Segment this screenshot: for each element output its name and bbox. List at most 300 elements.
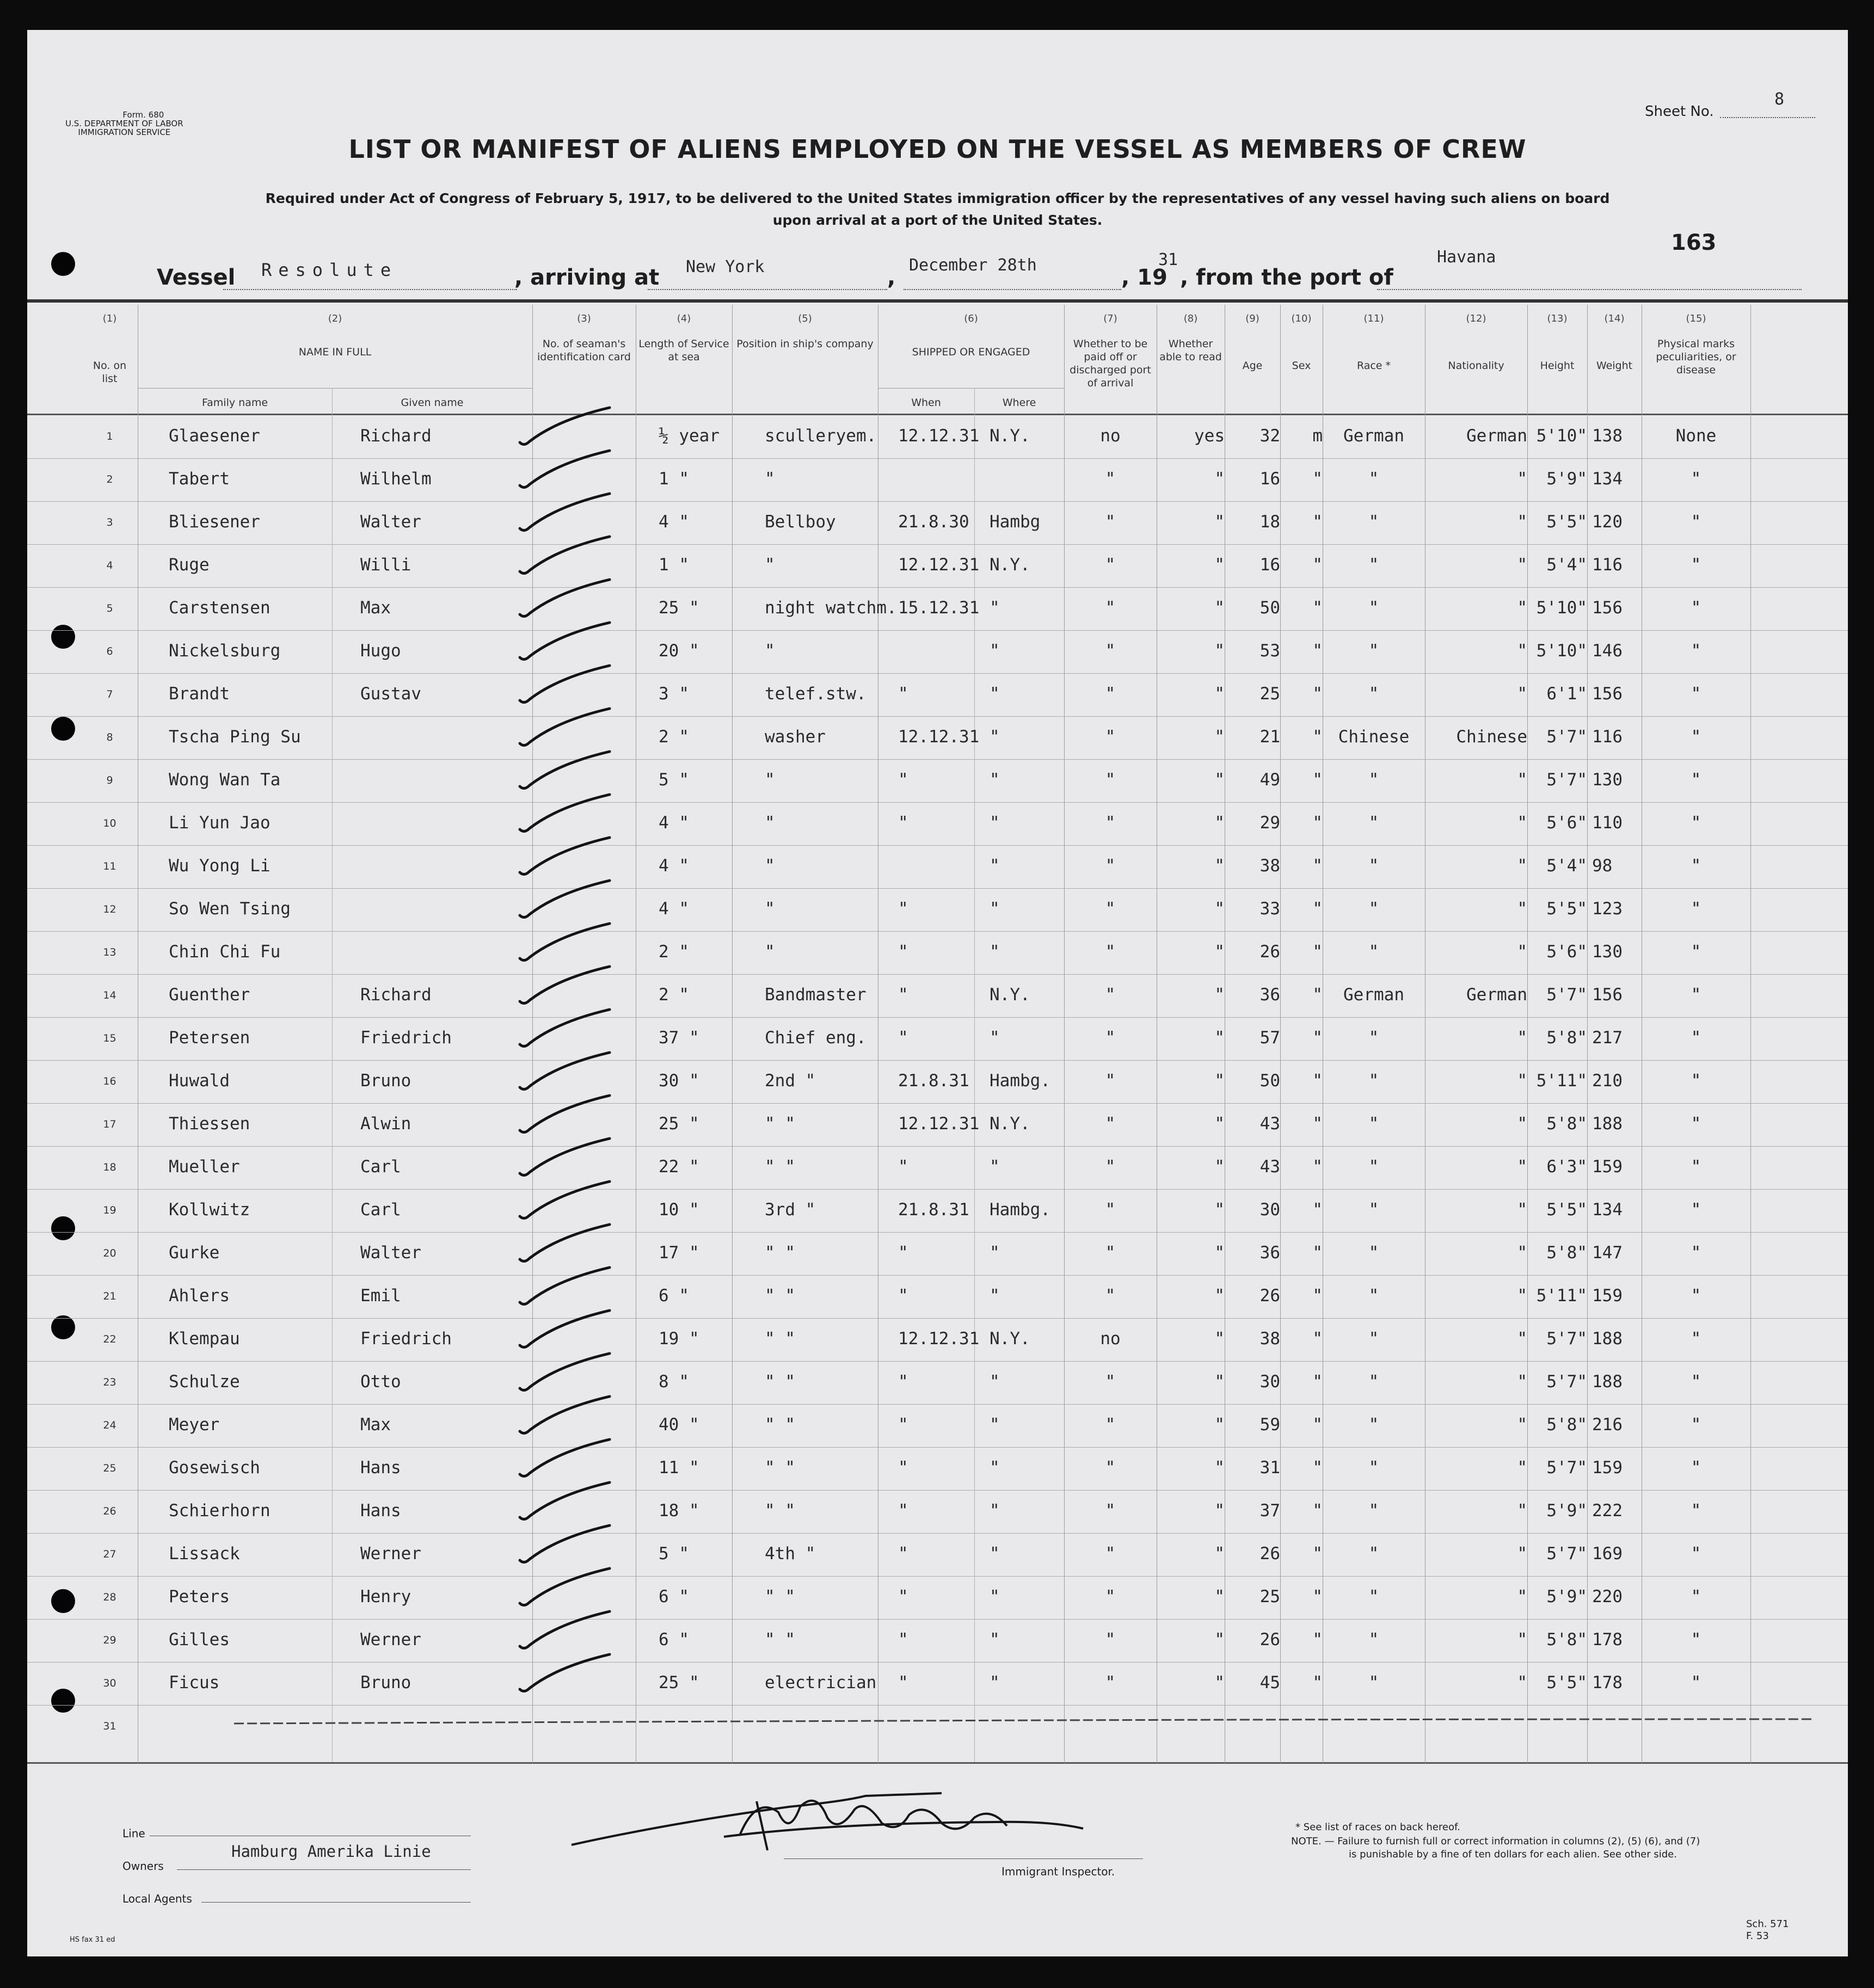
table-row — [27, 845, 1848, 888]
sex: " — [1312, 727, 1323, 747]
shipped-when: " — [898, 684, 908, 704]
shipped-where: N.Y. — [990, 985, 1030, 1005]
nationality: " — [1517, 555, 1527, 575]
service-length: 5 " — [659, 770, 689, 790]
given-name: Walter — [360, 1243, 421, 1263]
height: 5'11" — [1536, 1071, 1587, 1091]
race: " — [1368, 770, 1379, 790]
paid-off: " — [1105, 899, 1116, 919]
weight: 216 — [1592, 1415, 1623, 1435]
shipped-when: " — [898, 1458, 908, 1478]
height: 5'8" — [1546, 1415, 1587, 1435]
shipped-when: 12.12.31 — [898, 555, 980, 575]
service-length: 25 " — [659, 598, 699, 618]
position: " " — [765, 1587, 795, 1607]
check-mark-icon — [514, 1478, 623, 1527]
service-length: 5 " — [659, 1544, 689, 1564]
race: " — [1368, 469, 1379, 489]
paid-off: " — [1105, 1415, 1116, 1435]
shipped-when: " — [898, 1587, 908, 1607]
rownum: 17 — [103, 1118, 116, 1130]
physical-marks: " — [1691, 899, 1701, 919]
able-to-read: " — [1214, 1544, 1225, 1564]
service-length: 2 " — [659, 985, 689, 1005]
races-note: * See list of races on back hereof. — [1295, 1821, 1460, 1833]
shipped-where: " — [990, 1286, 1000, 1306]
column-subheader: Family name — [201, 397, 268, 409]
sex: " — [1312, 856, 1323, 876]
race: " — [1368, 684, 1379, 704]
family-name: Carstensen — [169, 598, 271, 618]
position: " " — [765, 1114, 795, 1134]
vessel-label: Vessel — [157, 265, 236, 290]
subtitle-line-1: Required under Act of Congress of February 5, 1917, to be delivered to the United States immigration officer by the representatives of any vessel having such aliens on board — [265, 190, 1610, 206]
service-length: 4 " — [659, 813, 689, 833]
check-mark-icon — [514, 919, 623, 968]
column-number: (10) — [1291, 313, 1312, 324]
service-length: 11 " — [659, 1458, 699, 1478]
given-name: Friedrich — [360, 1028, 452, 1048]
family-name: Chin Chi Fu — [169, 942, 281, 962]
sex: " — [1312, 1028, 1323, 1048]
weight: 116 — [1592, 727, 1623, 747]
family-name: Meyer — [169, 1415, 220, 1435]
physical-marks: " — [1691, 1372, 1701, 1392]
column-header: Length of Service at sea — [638, 338, 729, 363]
table-row — [27, 1447, 1848, 1490]
service-length: 8 " — [659, 1372, 689, 1392]
nationality: German — [1466, 985, 1527, 1005]
manifest-sheet — [27, 30, 1848, 1956]
family-name: Huwald — [169, 1071, 230, 1091]
height: 5'7" — [1546, 1544, 1587, 1564]
able-to-read: " — [1214, 641, 1225, 661]
service-length: 37 " — [659, 1028, 699, 1048]
able-to-read: " — [1214, 727, 1225, 747]
shipped-subheader-rule — [878, 388, 1064, 389]
physical-marks: " — [1691, 512, 1701, 532]
owners-label: Owners — [122, 1860, 164, 1873]
height: 5'6" — [1546, 942, 1587, 962]
check-mark-icon — [514, 1091, 623, 1140]
position: " " — [765, 1415, 795, 1435]
physical-marks: " — [1691, 1071, 1701, 1091]
age: 50 — [1259, 598, 1280, 618]
shipped-where: " — [990, 641, 1000, 661]
check-mark-icon — [514, 1177, 623, 1226]
race: " — [1368, 1286, 1379, 1306]
table-row — [27, 759, 1848, 802]
age: 29 — [1259, 813, 1280, 833]
paid-off: " — [1105, 512, 1116, 532]
rownum: 22 — [103, 1333, 116, 1345]
schedule-code: Sch. 571 — [1746, 1918, 1789, 1930]
shipped-where: " — [990, 1544, 1000, 1564]
service-length: 4 " — [659, 856, 689, 876]
paid-off: " — [1105, 856, 1116, 876]
height: 5'7" — [1546, 1329, 1587, 1349]
weight: 222 — [1592, 1501, 1623, 1521]
family-name: Wong Wan Ta — [169, 770, 281, 790]
table-row — [27, 1404, 1848, 1447]
able-to-read: " — [1214, 770, 1225, 790]
nationality: " — [1517, 942, 1527, 962]
physical-marks: " — [1691, 1286, 1701, 1306]
physical-marks: " — [1691, 1587, 1701, 1607]
column-subheader: When — [911, 397, 941, 409]
height: 5'9" — [1546, 469, 1587, 489]
check-mark-icon — [514, 618, 623, 667]
nationality: " — [1517, 512, 1527, 532]
physical-marks: " — [1691, 856, 1701, 876]
height: 5'4" — [1546, 555, 1587, 575]
table-row — [27, 1533, 1848, 1576]
able-to-read: " — [1214, 1501, 1225, 1521]
column-header: Nationality — [1448, 360, 1504, 372]
sex: " — [1312, 813, 1323, 833]
physical-marks: " — [1691, 641, 1701, 661]
height: 6'3" — [1546, 1157, 1587, 1177]
age: 26 — [1259, 1544, 1280, 1564]
sex: " — [1312, 1673, 1323, 1692]
check-mark-icon — [514, 833, 623, 882]
race: " — [1368, 1157, 1379, 1177]
service-length: 19 " — [659, 1329, 699, 1349]
physical-marks: " — [1691, 985, 1701, 1005]
position: " " — [765, 1329, 795, 1349]
weight: 98 — [1592, 856, 1613, 876]
weight: 217 — [1592, 1028, 1623, 1048]
family-name: Petersen — [169, 1028, 250, 1048]
family-name: Gosewisch — [169, 1458, 260, 1478]
able-to-read: " — [1214, 555, 1225, 575]
nationality: " — [1517, 1372, 1527, 1392]
sex: " — [1312, 1630, 1323, 1650]
age: 18 — [1259, 512, 1280, 532]
height: 5'7" — [1546, 1458, 1587, 1478]
race: " — [1368, 1243, 1379, 1263]
rownum: 23 — [103, 1376, 116, 1388]
height: 5'9" — [1546, 1501, 1587, 1521]
arriving-label: , arriving at — [514, 265, 660, 290]
race: " — [1368, 1587, 1379, 1607]
nationality: German — [1466, 426, 1527, 446]
age: 26 — [1259, 1286, 1280, 1306]
weight: 169 — [1592, 1544, 1623, 1564]
table-row — [27, 630, 1848, 673]
rownum: 20 — [103, 1247, 116, 1259]
column-header: NAME IN FULL — [298, 346, 372, 358]
nationality: " — [1517, 1200, 1527, 1220]
physical-marks: " — [1691, 813, 1701, 833]
check-mark-icon — [514, 747, 623, 796]
shipped-where: " — [990, 1028, 1000, 1048]
shipped-when: 21.8.30 — [898, 512, 969, 532]
shipped-when: " — [898, 1372, 908, 1392]
paid-off: " — [1105, 1630, 1116, 1650]
able-to-read: " — [1214, 942, 1225, 962]
given-name: Werner — [360, 1630, 421, 1650]
check-mark-icon — [514, 1607, 623, 1656]
shipped-when: 12.12.31 — [898, 1114, 980, 1134]
agents-blank — [201, 1902, 471, 1903]
given-name: Carl — [360, 1200, 401, 1220]
check-mark-icon — [514, 1521, 623, 1570]
service-length: 6 " — [659, 1630, 689, 1650]
paid-off: " — [1105, 684, 1116, 704]
shipped-where: " — [990, 598, 1000, 618]
sex: " — [1312, 512, 1323, 532]
check-mark-icon — [514, 575, 623, 624]
service-length: 4 " — [659, 512, 689, 532]
height: 5'10" — [1536, 641, 1587, 661]
weight: 210 — [1592, 1071, 1623, 1091]
form-info — [65, 110, 183, 137]
age: 31 — [1259, 1458, 1280, 1478]
shipped-when: " — [898, 899, 908, 919]
position: 4th " — [765, 1544, 816, 1564]
sex: " — [1312, 1329, 1323, 1349]
shipped-when: " — [898, 985, 908, 1005]
weight: 120 — [1592, 512, 1623, 532]
table-row — [27, 974, 1848, 1017]
from-port: Havana — [1437, 248, 1496, 267]
shipped-when: " — [898, 1286, 908, 1306]
check-mark-icon — [514, 403, 623, 452]
position: " — [765, 856, 775, 876]
weight: 159 — [1592, 1157, 1623, 1177]
given-name: Bruno — [360, 1071, 411, 1091]
able-to-read: " — [1214, 813, 1225, 833]
table-row — [27, 1318, 1848, 1361]
shipped-when: " — [898, 1544, 908, 1564]
age: 38 — [1259, 1329, 1280, 1349]
family-name: Brandt — [169, 684, 230, 704]
position: " — [765, 469, 775, 489]
physical-marks: " — [1691, 1028, 1701, 1048]
check-mark-icon — [514, 1134, 623, 1183]
family-name: Klempau — [169, 1329, 240, 1349]
given-name: Gustav — [360, 684, 421, 704]
race: " — [1368, 1630, 1379, 1650]
shipped-where: " — [990, 856, 1000, 876]
family-name: Guenther — [169, 985, 250, 1005]
comma: , — [887, 265, 896, 290]
nationality: " — [1517, 1458, 1527, 1478]
column-header: Race * — [1356, 360, 1391, 372]
shipped-where: " — [990, 727, 1000, 747]
age: 53 — [1259, 641, 1280, 661]
shipped-when: " — [898, 1415, 908, 1435]
table-top-border — [27, 299, 1848, 303]
column-number: (11) — [1363, 313, 1384, 324]
physical-marks: " — [1691, 1200, 1701, 1220]
shipped-when: 12.12.31 — [898, 727, 980, 747]
position: Bandmaster — [765, 985, 867, 1005]
paid-off: " — [1105, 641, 1116, 661]
weight: 130 — [1592, 770, 1623, 790]
weight: 134 — [1592, 1200, 1623, 1220]
height: 5'10" — [1536, 598, 1587, 618]
nationality: " — [1517, 1114, 1527, 1134]
nationality: " — [1517, 1071, 1527, 1091]
paid-off: " — [1105, 1028, 1116, 1048]
height: 5'8" — [1546, 1630, 1587, 1650]
height: 5'5" — [1546, 512, 1587, 532]
nationality: " — [1517, 770, 1527, 790]
position: " — [765, 555, 775, 575]
service-length: 2 " — [659, 942, 689, 962]
check-mark-icon — [514, 876, 623, 925]
shipped-where: " — [990, 1415, 1000, 1435]
family-name: Thiessen — [169, 1114, 250, 1134]
nationality: " — [1517, 1415, 1527, 1435]
family-name: Li Yun Jao — [169, 813, 271, 833]
given-name: Hans — [360, 1501, 401, 1521]
rownum: 21 — [103, 1290, 116, 1302]
shipped-where: " — [990, 1630, 1000, 1650]
check-mark-icon — [514, 1306, 623, 1355]
race: " — [1368, 1458, 1379, 1478]
shipped-where: N.Y. — [990, 1114, 1030, 1134]
shipped-when: " — [898, 770, 908, 790]
rownum: 12 — [103, 903, 116, 915]
position: " " — [765, 1286, 795, 1306]
table-row — [27, 673, 1848, 716]
shipped-when: " — [898, 1028, 908, 1048]
race: " — [1368, 555, 1379, 575]
physical-marks: " — [1691, 1501, 1701, 1521]
age: 32 — [1259, 426, 1280, 446]
weight: 188 — [1592, 1114, 1623, 1134]
rownum: 10 — [103, 817, 116, 829]
nationality: " — [1517, 1243, 1527, 1263]
able-to-read: " — [1214, 598, 1225, 618]
year-prefix: , 19 — [1121, 265, 1168, 290]
family-name: Schierhorn — [169, 1501, 271, 1521]
race: " — [1368, 1415, 1379, 1435]
family-name: Nickelsburg — [169, 641, 281, 661]
check-mark-icon — [514, 1650, 623, 1699]
given-name: Bruno — [360, 1673, 411, 1692]
service-length: 2 " — [659, 727, 689, 747]
shipped-where: N.Y. — [990, 1329, 1030, 1349]
sex: " — [1312, 1200, 1323, 1220]
table-row — [27, 544, 1848, 587]
shipped-where: N.Y. — [990, 426, 1030, 446]
race: " — [1368, 1114, 1379, 1134]
rownum: 16 — [103, 1075, 116, 1087]
position: " — [765, 942, 775, 962]
age: 26 — [1259, 942, 1280, 962]
position: " " — [765, 1458, 795, 1478]
column-header: Weight — [1596, 360, 1633, 372]
sex: " — [1312, 942, 1323, 962]
age: 33 — [1259, 899, 1280, 919]
form-number: Form. 680 — [122, 110, 164, 120]
physical-marks: " — [1691, 1415, 1701, 1435]
position: " " — [765, 1243, 795, 1263]
nationality: " — [1517, 1329, 1527, 1349]
shipped-where: " — [990, 1458, 1000, 1478]
table-row — [27, 1576, 1848, 1619]
position: 3rd " — [765, 1200, 816, 1220]
given-name: Walter — [360, 512, 421, 532]
rownum: 11 — [103, 860, 116, 872]
height: 5'4" — [1546, 856, 1587, 876]
arrival-year: 31 — [1158, 250, 1178, 269]
weight: 110 — [1592, 813, 1623, 833]
service-length: 10 " — [659, 1200, 699, 1220]
physical-marks: " — [1691, 555, 1701, 575]
given-name: Emil — [360, 1286, 401, 1306]
physical-marks: " — [1691, 727, 1701, 747]
paid-off: " — [1105, 1587, 1116, 1607]
race: " — [1368, 641, 1379, 661]
service-length: 25 " — [659, 1673, 699, 1692]
sex: " — [1312, 1587, 1323, 1607]
sheet-number-label: Sheet No. — [1645, 103, 1714, 120]
check-mark-icon — [514, 790, 623, 839]
table-row — [27, 1060, 1848, 1103]
able-to-read: " — [1214, 512, 1225, 532]
age: 38 — [1259, 856, 1280, 876]
vessel-line — [223, 289, 517, 290]
paid-off: " — [1105, 598, 1116, 618]
rownum: 13 — [103, 946, 116, 958]
given-name: Carl — [360, 1157, 401, 1177]
check-mark-icon — [514, 1392, 623, 1441]
able-to-read: " — [1214, 1630, 1225, 1650]
rownum: 25 — [103, 1462, 116, 1474]
from-port-line — [1377, 289, 1802, 290]
position: " — [765, 770, 775, 790]
age: 43 — [1259, 1114, 1280, 1134]
physical-marks: " — [1691, 469, 1701, 489]
position: " — [765, 641, 775, 661]
paid-off: " — [1105, 1673, 1116, 1692]
family-name: Tabert — [169, 469, 230, 489]
age: 25 — [1259, 1587, 1280, 1607]
rownum: 6 — [106, 645, 113, 657]
position: 2nd " — [765, 1071, 816, 1091]
race: " — [1368, 1028, 1379, 1048]
family-name: Gilles — [169, 1630, 230, 1650]
shipped-where: N.Y. — [990, 555, 1030, 575]
table-bottom-border — [27, 1762, 1848, 1764]
paid-off: " — [1105, 1458, 1116, 1478]
shipped-when: 21.8.31 — [898, 1071, 969, 1091]
age: 50 — [1259, 1071, 1280, 1091]
able-to-read: " — [1214, 1673, 1225, 1692]
family-name: Wu Yong Li — [169, 856, 271, 876]
table-row — [27, 1146, 1848, 1189]
sex: " — [1312, 985, 1323, 1005]
age: 57 — [1259, 1028, 1280, 1048]
sex: " — [1312, 1157, 1323, 1177]
immigrant-inspector-label: Immigrant Inspector. — [1001, 1865, 1115, 1878]
age: 26 — [1259, 1630, 1280, 1650]
column-number: (3) — [577, 313, 591, 324]
weight: 123 — [1592, 899, 1623, 919]
rownum: 15 — [103, 1032, 116, 1044]
able-to-read: " — [1214, 1200, 1225, 1220]
race: German — [1343, 426, 1404, 446]
column-number: (6) — [964, 313, 978, 324]
shipped-when: 21.8.31 — [898, 1200, 969, 1220]
table-row — [27, 1232, 1848, 1275]
physical-marks: " — [1691, 942, 1701, 962]
